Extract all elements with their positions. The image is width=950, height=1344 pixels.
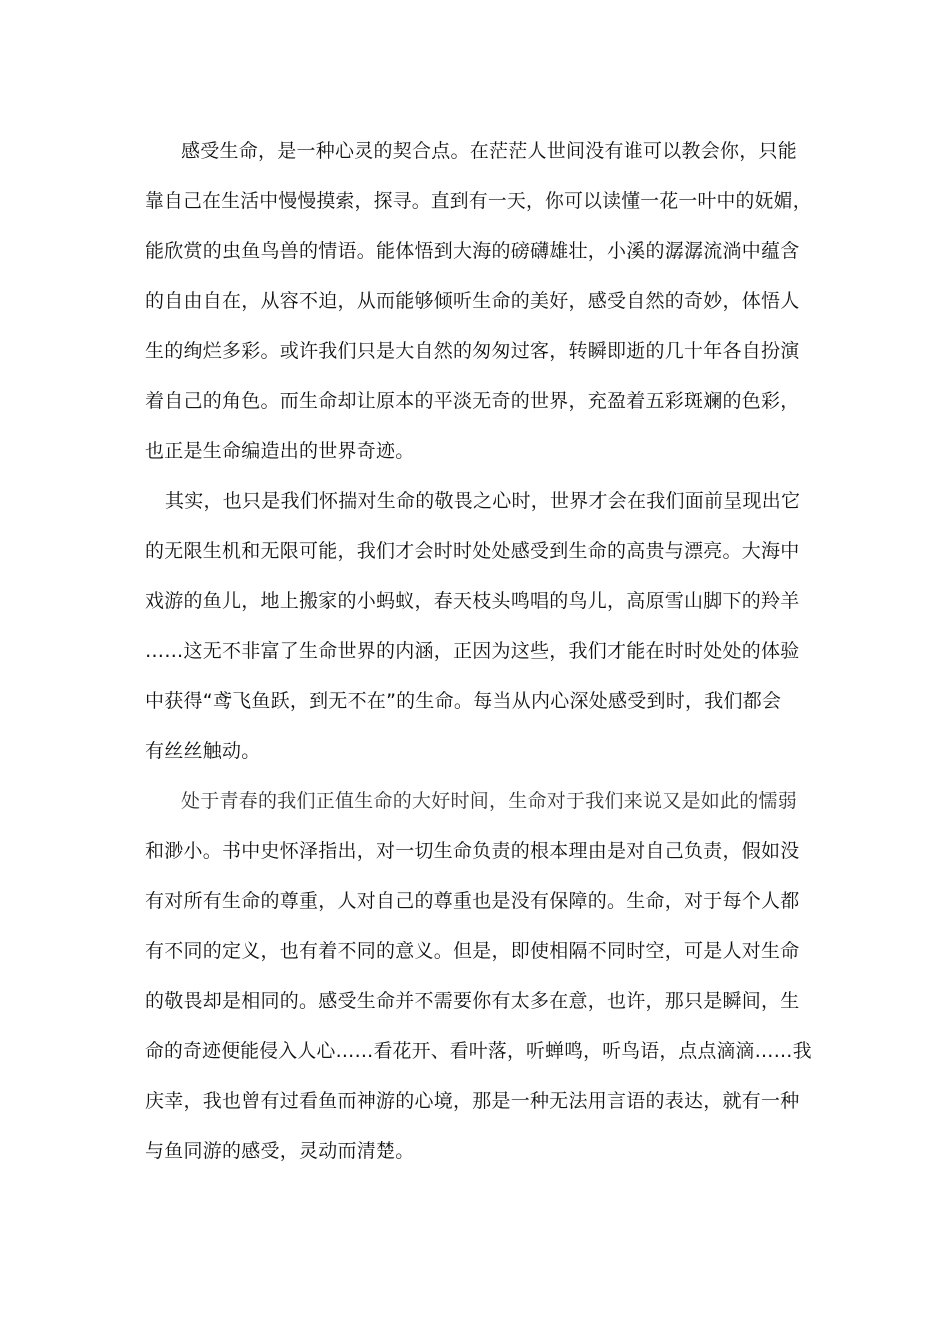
paragraph-3-line-3: 有对所有生命的尊重，人对自己的尊重也是没有保障的。生命，对于每个人都 — [145, 890, 800, 912]
paragraph-2-line-2: 的无限生机和无限可能，我们才会时时处处感受到生命的高贵与漂亮。大海中 — [145, 540, 800, 562]
paragraph-3-line-7: 庆幸，我也曾有过看鱼而神游的心境，那是一种无法用言语的表达，就有一种 — [145, 1090, 800, 1112]
paragraph-1-line-6: 着自己的角色。而生命却让原本的平淡无奇的世界，充盈着五彩斑斓的色彩， — [145, 390, 800, 412]
paragraph-3-line-1: 处于青春的我们正值生命的大好时间，生命对于我们来说又是如此的懦弱 — [181, 790, 798, 812]
paragraph-1-line-5: 生的绚烂多彩。或许我们只是大自然的匆匆过客，转瞬即逝的几十年各自扮演 — [145, 340, 800, 362]
paragraph-1-line-1: 感受生命，是一种心灵的契合点。在茫茫人世间没有谁可以教会你，只能 — [181, 140, 798, 162]
paragraph-1-line-2: 靠自己在生活中慢慢摸索，探寻。直到有一天，你可以读懂一花一叶中的妩媚， — [145, 190, 812, 212]
paragraph-3-line-4: 有不同的定义，也有着不同的意义。但是，即使相隔不同时空，可是人对生命 — [145, 940, 800, 962]
paragraph-2-line-4: ……这无不非富了生命世界的内涵，正因为这些，我们才能在时时处处的体验 — [145, 640, 800, 662]
paragraph-3-line-5: 的敬畏却是相同的。感受生命并不需要你有太多在意，也许，那只是瞬间，生 — [145, 990, 800, 1012]
paragraph-2-line-5: 中获得“鸢飞鱼跃，到无不在”的生命。每当从内心深处感受到时，我们都会 — [145, 690, 782, 712]
paragraph-2-line-1: 其实，也只是我们怀揣对生命的敬畏之心时，世界才会在我们面前呈现出它 — [165, 490, 801, 512]
paragraph-3-line-6: 命的奇迹便能侵入人心……看花开、看叶落，听蝉鸣，听鸟语，点点滴滴……我 — [145, 1040, 812, 1062]
paragraph-2-line-6: 有丝丝触动。 — [145, 740, 261, 762]
paragraph-3-line-8: 与鱼同游的感受，灵动而清楚。 — [145, 1140, 415, 1162]
paragraph-1-line-3: 能欣赏的虫鱼鸟兽的情语。能体悟到大海的磅礴雄壮，小溪的潺潺流淌中蕴含 — [145, 240, 800, 262]
paragraph-1-line-4: 的自由自在，从容不迫，从而能够倾听生命的美好，感受自然的奇妙，体悟人 — [145, 290, 800, 312]
paragraph-2-line-3: 戏游的鱼儿，地上搬家的小蚂蚁，春天枝头鸣唱的鸟儿，高原雪山脚下的羚羊 — [145, 590, 800, 612]
paragraph-3-line-2: 和渺小。书中史怀泽指出，对一切生命负责的根本理由是对自己负责，假如没 — [145, 840, 800, 862]
paragraph-1-line-7: 也正是生命编造出的世界奇迹。 — [145, 440, 415, 462]
